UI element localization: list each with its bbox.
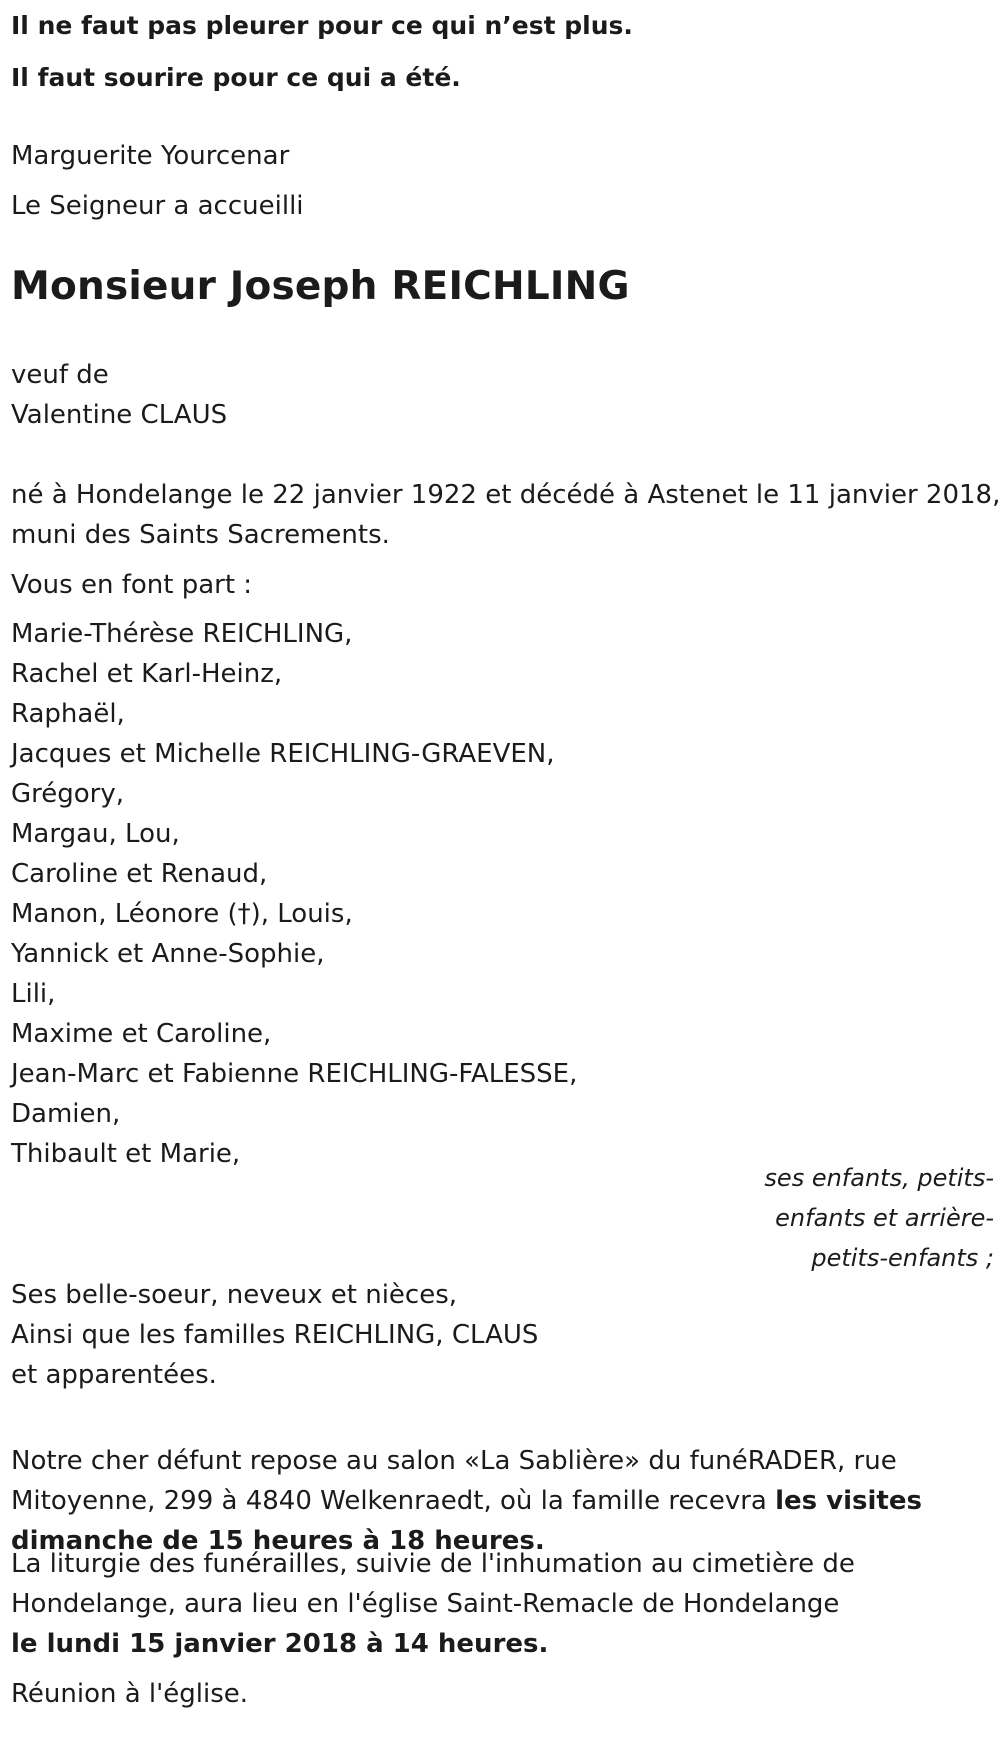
- funeral-date: le lundi 15 janvier 2018 à 14 heures.: [11, 1629, 549, 1659]
- deceased-name: Monsieur Joseph REICHLING: [11, 264, 630, 309]
- family-member: Maxime et Caroline,: [11, 1019, 272, 1049]
- repose-block: [11, 1441, 922, 1561]
- family-member: Jean-Marc et Fabienne REICHLING-FALESSE,: [11, 1059, 578, 1089]
- family-member: Raphaël,: [11, 699, 125, 729]
- family-member: Thibault et Marie,: [11, 1139, 241, 1169]
- quote-author: Marguerite Yourcenar: [11, 141, 290, 171]
- author-block: [11, 131, 304, 231]
- family-member: Jacques et Michelle REICHLING-GRAEVEN,: [11, 739, 555, 769]
- family-member: Damien,: [11, 1099, 121, 1129]
- spouse-label: veuf de: [11, 360, 109, 390]
- family-member: Marie-Thérèse REICHLING,: [11, 619, 353, 649]
- spouse-name: Valentine CLAUS: [11, 400, 228, 430]
- quote-line-1: Il ne faut pas pleurer pour ce qui n’est plus.: [11, 11, 633, 40]
- relation-line: ses enfants, petits-: [764, 1164, 994, 1192]
- quote-block: [11, 0, 633, 104]
- spouse-block: [11, 355, 227, 435]
- reunion-note: Réunion à l'église.: [11, 1679, 249, 1709]
- intro-text: Le Seigneur a accueilli: [11, 191, 304, 221]
- birth-death-line-2: muni des Saints Sacrements.: [11, 520, 390, 550]
- visits-label: les visites: [775, 1486, 922, 1516]
- family-member: Manon, Léonore (†), Louis,: [11, 899, 353, 929]
- other-relatives-line: et apparentées.: [11, 1360, 217, 1390]
- quote-line-2: Il faut sourire pour ce qui a été.: [11, 63, 461, 92]
- family-member: Caroline et Renaud,: [11, 859, 268, 889]
- other-relatives-line: Ses belle-soeur, neveux et nièces,: [11, 1280, 458, 1310]
- repose-line-2: [11, 1481, 922, 1521]
- family-member: Margau, Lou,: [11, 819, 180, 849]
- relation-line: enfants et arrière-: [775, 1204, 994, 1232]
- other-relatives-line: Ainsi que les familles REICHLING, CLAUS: [11, 1320, 539, 1350]
- visits-time: dimanche de 15 heures à 18 heures.: [11, 1526, 545, 1556]
- part-lead: Vous en font part :: [11, 570, 253, 600]
- other-relatives: [11, 1275, 538, 1395]
- family-member: Yannick et Anne-Sophie,: [11, 939, 325, 969]
- family-list: [11, 614, 577, 1174]
- relation-caption: [764, 1158, 994, 1278]
- family-member: Grégory,: [11, 779, 125, 809]
- liturgy-block: [11, 1544, 855, 1624]
- family-member: Rachel et Karl-Heinz,: [11, 659, 283, 689]
- family-member: Lili,: [11, 979, 56, 1009]
- repose-line-1: Notre cher défunt repose au salon «La Sablière» du funéRADER, rue: [11, 1446, 897, 1476]
- birth-death-line-1: né à Hondelange le 22 janvier 1922 et décédé à Astenet le 11 janvier 2018,: [11, 480, 1000, 510]
- repose-line-2-text: Mitoyenne, 299 à 4840 Welkenraedt, où la famille recevra: [11, 1486, 776, 1516]
- relation-line: petits-enfants ;: [811, 1244, 994, 1272]
- liturgy-line-2: Hondelange, aura lieu en l'église Saint-Remacle de Hondelange: [11, 1589, 840, 1619]
- liturgy-line-1: La liturgie des funérailles, suivie de l'inhumation au cimetière de: [11, 1549, 855, 1579]
- birth-death-block: [11, 475, 1000, 555]
